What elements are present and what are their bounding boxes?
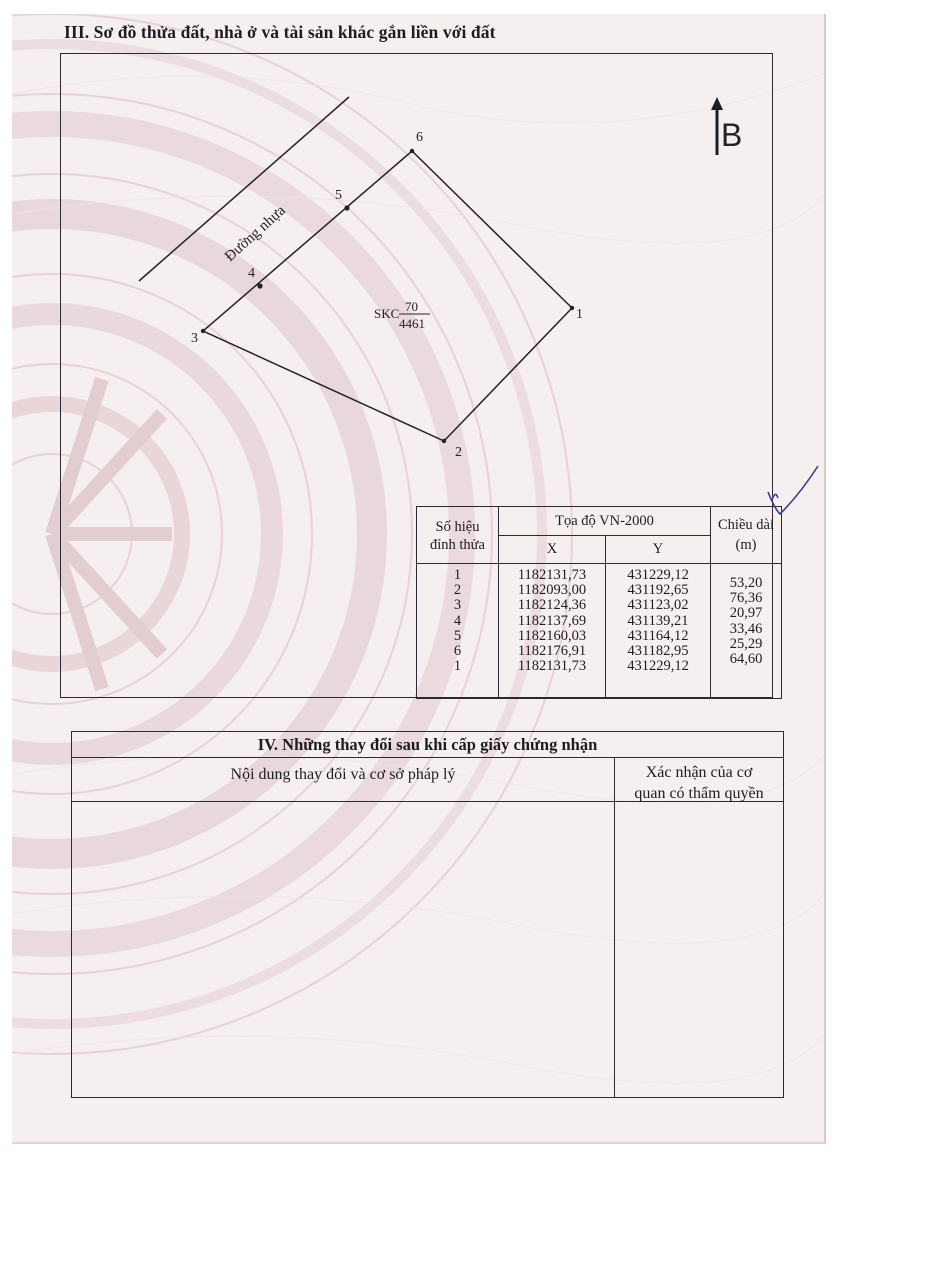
x-column-header: X (499, 535, 606, 564)
vertex-3-label: 3 (191, 331, 198, 346)
road-label: Đường nhựa (221, 202, 289, 265)
map-sheet-number: 4461 (399, 316, 425, 331)
vertex-5-label: 5 (335, 188, 342, 203)
y-column-header: Y (606, 535, 711, 564)
vertex-ids-cell: 1 2 3 4 5 6 1 (417, 564, 499, 699)
section-3-title: III. Sơ đồ thửa đất, nhà ở và tài sản khác gắn liền với đất (64, 22, 496, 42)
coordinate-system-header: Tọa độ VN-2000 (499, 507, 711, 536)
vertex-6-label: 6 (416, 130, 423, 145)
land-use-code: SKC (374, 306, 400, 321)
section-4-title: IV. Những thay đổi sau khi cấp giấy chứng nhận (72, 732, 783, 758)
vertex-1-label: 1 (576, 307, 583, 322)
vertex-2-label: 2 (455, 445, 462, 460)
y-values-cell: 431229,12 431192,65 431123,02 431139,21 431164,12 431182,95 431229,12 (606, 564, 711, 699)
parcel-number: 70 (405, 299, 418, 314)
length-column-header: Chiều dài (m) (711, 507, 782, 564)
north-label: B (721, 117, 743, 153)
vertex-4-label: 4 (248, 266, 255, 281)
x-values-cell: 1182131,73 1182093,00 1182124,36 1182137,69 1182160,03 1182176,91 1182131,73 (499, 564, 606, 699)
lengths-cell: 53,20 76,36 20,97 33,46 25,29 64,60 (711, 564, 782, 699)
authority-confirmation-header: Xác nhận của cơ quan có thẩm quyền (634, 764, 764, 802)
vertex-column-header: Số hiệu đỉnh thửa (417, 507, 499, 564)
change-content-header: Nội dung thay đổi và cơ sở pháp lý (230, 766, 456, 783)
